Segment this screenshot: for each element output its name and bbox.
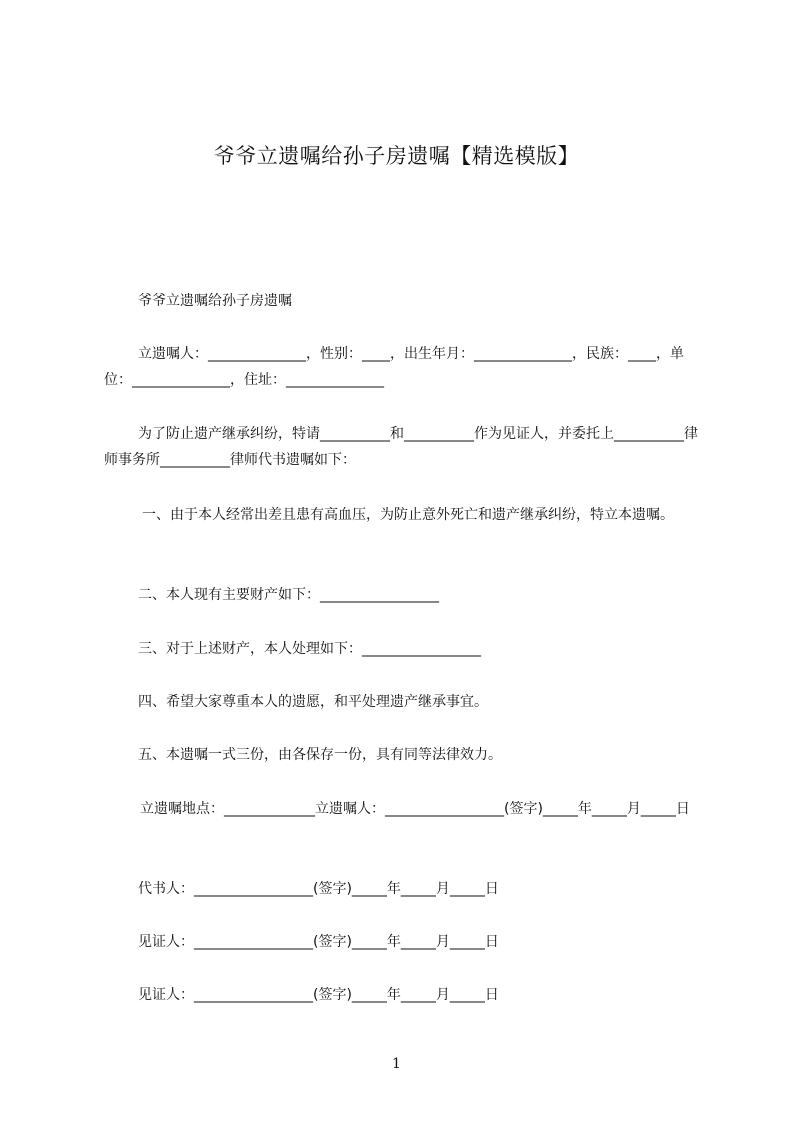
clause-five-paragraph: 五、本遗嘱一式三份，由各保存一份，具有同等法律效力。 [138, 747, 502, 763]
scribe-signature-line: 代书人：_________________(签字)_____年_____月_____日 [138, 881, 499, 897]
document-title: 爷爷立遗嘱给孙子房遗嘱【精选模版】 [213, 144, 580, 168]
testator-info-paragraph: 立遗嘱人：______________，性别：____，出生年月：______________，民族：____，单位：______________，住址：______________ [104, 346, 684, 388]
witness-signature-line: 见证人：_________________(签字)_____年_____月_____日 [138, 987, 499, 1003]
clause-three-paragraph: 三、对于上述财产，本人处理如下：_________________ [138, 641, 481, 657]
clause-two-paragraph: 二、本人现有主要财产如下：_________________ [138, 587, 439, 603]
page-number: 1 [392, 1056, 401, 1072]
signature-place-paragraph: 立遗嘱地点：_____________立遗嘱人：_________________(签字)_____年_____月_____日 [140, 801, 690, 817]
witness-paragraph: 为了防止遗产继承纠纷，特请__________和__________作为见证人，并委托上__________律师事务所__________律师代书遗嘱如下： [104, 426, 698, 468]
clause-one-paragraph: 一、由于本人经常出差且患有高血压，为防止意外死亡和遗产继承纠纷，特立本遗嘱。 [142, 507, 674, 523]
subtitle-paragraph: 爷爷立遗嘱给孙子房遗嘱 [138, 293, 292, 309]
witness-signature-line: 见证人：_________________(签字)_____年_____月_____日 [138, 934, 499, 950]
clause-four-paragraph: 四、希望大家尊重本人的遗愿，和平处理遗产继承事宜。 [138, 694, 488, 710]
